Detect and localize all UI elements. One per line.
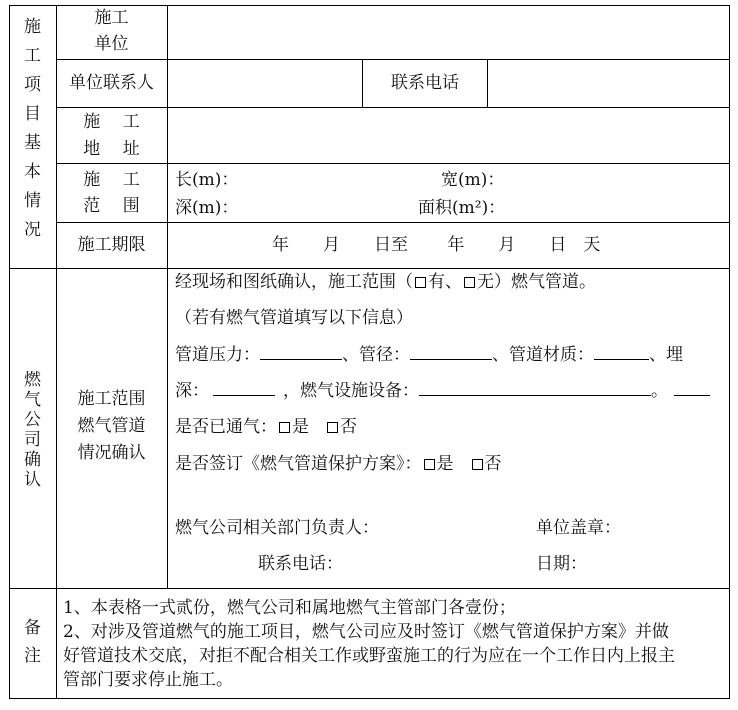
burial-depth-field[interactable] — [213, 381, 275, 396]
area-label: 面积(m²)： — [418, 198, 506, 218]
section-divider-gas-notes — [9, 588, 730, 589]
ventilated-line — [175, 417, 357, 437]
construction-period-value[interactable]: 年 月 日至 年 月 日 天 — [272, 235, 601, 255]
gas-scope-label-3: 情况确认 — [77, 443, 146, 463]
basic-title-char: 项 — [24, 75, 41, 95]
ventilated-no-label: 否 — [340, 417, 357, 437]
plan-yes-label: 是 — [436, 454, 454, 474]
note-line-1: 1、本表格一式贰份，燃气公司和属地燃气主管部门各壹份； — [63, 598, 516, 618]
construction-unit-label-2: 单位 — [94, 34, 129, 54]
plan-no-checkbox[interactable] — [472, 459, 483, 470]
none-checkbox[interactable] — [464, 277, 475, 288]
pipeline-details-line — [175, 345, 683, 365]
diameter-field[interactable] — [410, 345, 492, 360]
section-divider-basic-gas — [9, 268, 730, 269]
note-line-3: 好管道技术交底，对拒不配合相关工作或野蛮施工的行为应在一个工作日内上报主 — [63, 646, 675, 666]
gas-scope-label-1: 施工范围 — [77, 389, 146, 409]
material-field[interactable] — [594, 345, 649, 360]
unit-contact-field[interactable] — [168, 60, 362, 107]
responsible-person-label: 燃气公司相关部门负责人： — [175, 518, 379, 538]
unit-contact-label: 单位联系人 — [69, 73, 154, 93]
notes-title-char: 备 — [24, 618, 41, 638]
fill-info-hint: （若有燃气管道填写以下信息） — [175, 308, 413, 328]
unit-seal-label: 单位盖章： — [536, 518, 621, 538]
width-label: 宽(m)： — [441, 170, 505, 190]
gas-title-char: 司 — [24, 430, 41, 450]
construction-unit-label: 施工 — [94, 8, 129, 28]
notes-title-char: 注 — [24, 646, 41, 666]
section-title-divider — [56, 5, 57, 699]
basic-title-char: 情 — [24, 191, 41, 211]
contact-phone-field[interactable] — [488, 60, 729, 107]
gas-scope-label-2: 燃气管道 — [77, 416, 146, 436]
bury-label: 、埋 — [649, 345, 683, 365]
diameter-label: 、管径： — [342, 345, 410, 365]
construction-address-label-2: 地 址 — [83, 139, 140, 159]
length-label: 长(m)： — [175, 170, 239, 190]
plan-no-label: 否 — [484, 454, 502, 474]
gas-title-char: 气 — [24, 390, 41, 410]
pipeline-confirm-line — [175, 272, 596, 292]
row-divider-4 — [56, 222, 730, 223]
basic-title-char: 目 — [24, 104, 41, 124]
plan-yes-checkbox[interactable] — [424, 459, 435, 470]
burial-facility-line — [175, 381, 710, 401]
material-label: 、管道材质： — [492, 345, 594, 365]
ventilated-yes-label: 是 — [292, 417, 309, 437]
ventilated-label: 是否已通气： — [175, 417, 277, 437]
note-line-2: 2、对涉及管道燃气的施工项目，燃气公司应及时签订《燃气管道保护方案》并做 — [63, 622, 669, 642]
pressure-label: 管道压力： — [175, 345, 260, 365]
facility-field[interactable] — [419, 381, 651, 396]
construction-scope-label: 施 工 — [83, 170, 140, 190]
period-mark: 。 — [651, 381, 668, 401]
table-border-bottom — [9, 698, 730, 699]
basic-title-char: 基 — [24, 133, 41, 153]
basic-title-char: 本 — [24, 162, 41, 182]
basic-title-char: 况 — [24, 220, 41, 240]
table-border-right — [729, 5, 730, 699]
construction-scope-label-2: 范 围 — [83, 196, 140, 216]
basic-title-char: 工 — [24, 46, 41, 66]
construction-period-label: 施工期限 — [77, 235, 146, 255]
gas-title-char: 确 — [24, 450, 41, 470]
plan-signed-label: 是否签订《燃气管道保护方案》： — [175, 454, 422, 474]
contact-phone-label: 联系电话 — [391, 73, 459, 93]
have-checkbox[interactable] — [415, 277, 426, 288]
have-label: 有、 — [428, 272, 462, 292]
ventilated-no-checkbox[interactable] — [327, 422, 338, 433]
basic-title-char: 施 — [24, 17, 41, 37]
note-line-4: 管部门要求停止施工。 — [63, 670, 233, 690]
gas-title-char: 认 — [24, 470, 41, 490]
plan-signed-line — [175, 454, 502, 474]
depth-label: 深(m)： — [175, 198, 239, 218]
construction-address-field[interactable] — [168, 108, 729, 163]
facility-label: ，燃气设施设备： — [283, 381, 419, 401]
gas-title-char: 燃 — [24, 370, 41, 390]
gas-title-char: 公 — [24, 410, 41, 430]
pressure-field[interactable] — [260, 345, 342, 360]
trailing-field[interactable] — [674, 381, 710, 396]
construction-unit-field[interactable] — [168, 6, 729, 59]
construction-address-label: 施 工 — [83, 112, 140, 132]
pipeline-confirm-text: 经现场和图纸确认，施工范围（ — [175, 272, 413, 292]
date-label: 日期： — [536, 554, 587, 574]
none-label: 无）燃气管道。 — [477, 272, 596, 292]
row-divider-3 — [56, 163, 730, 164]
bury-label-2: 深： — [175, 381, 209, 401]
ventilated-yes-checkbox[interactable] — [279, 422, 290, 433]
gas-contact-phone-label: 联系电话： — [258, 554, 343, 574]
